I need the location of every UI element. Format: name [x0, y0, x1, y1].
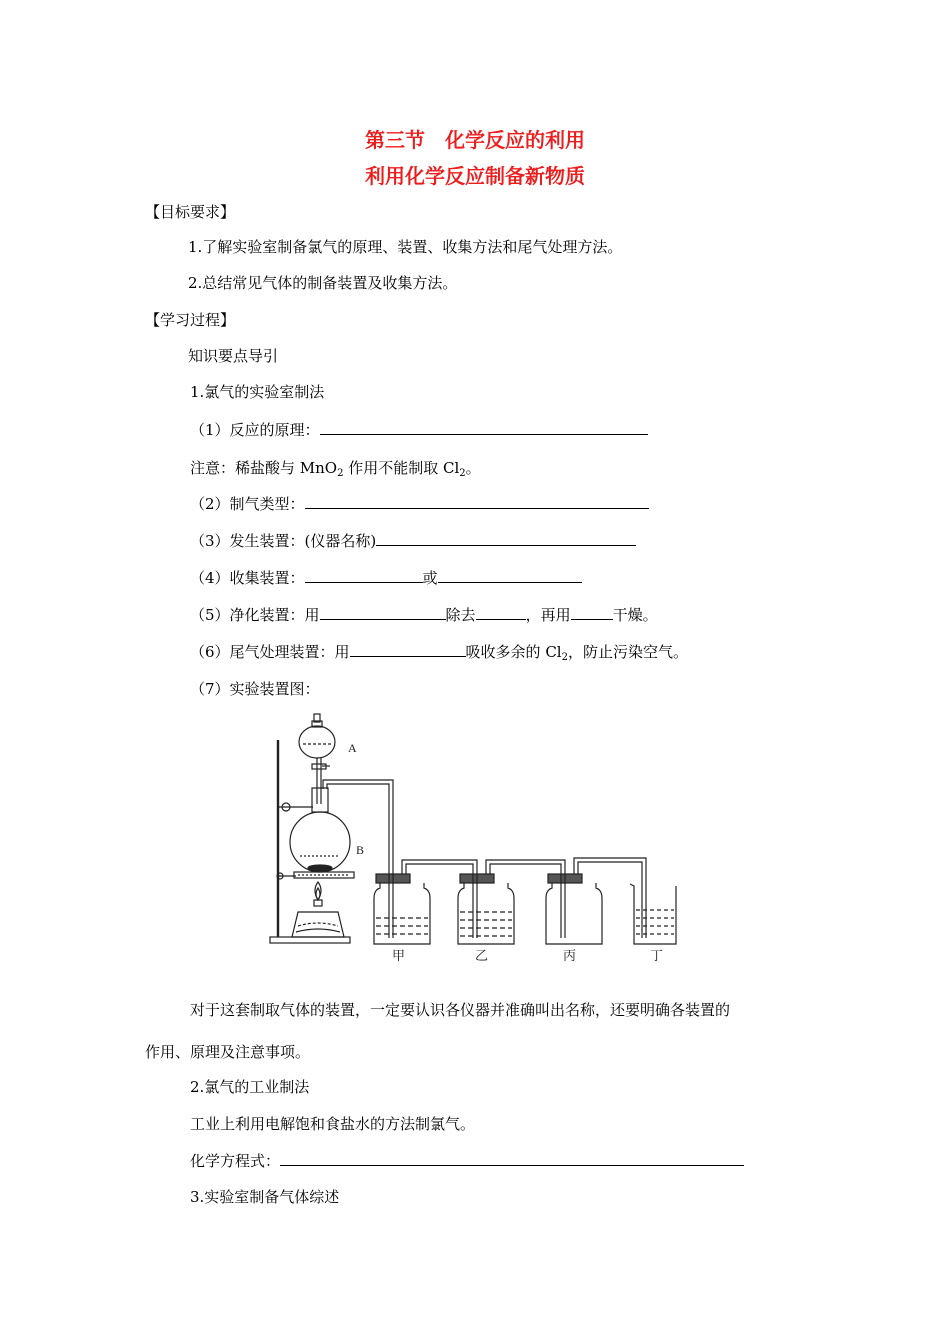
exhaust-tube — [574, 858, 646, 938]
question-5-text: 干燥。 — [612, 606, 658, 624]
alcohol-lamp — [292, 912, 344, 937]
subscript: 2 — [337, 468, 344, 479]
label-b: B — [356, 843, 365, 857]
question-5-label: （5）净化装置：用 — [190, 606, 320, 624]
label-bottle-2: 乙 — [475, 949, 489, 964]
question-7: （7）实验装置图： — [190, 680, 320, 698]
answer-blank[interactable] — [305, 494, 649, 509]
answer-blank[interactable] — [350, 642, 466, 657]
answer-blank[interactable] — [438, 568, 582, 583]
question-2 — [190, 494, 649, 514]
label-bottle-1: 甲 — [392, 949, 406, 964]
collecting-bottle — [546, 874, 602, 944]
separatory-funnel — [299, 726, 335, 758]
question-2-label: （2）制气类型： — [190, 495, 305, 513]
goals-heading: 【目标要求】 — [145, 203, 236, 221]
label-bottle-3: 丙 — [563, 949, 577, 964]
answer-blank[interactable] — [476, 605, 526, 620]
process-heading: 【学习过程】 — [145, 311, 236, 329]
answer-blank[interactable] — [280, 1151, 744, 1166]
note-text: 注意：稀盐酸与 MnO — [190, 459, 338, 477]
note-text: 。 — [465, 459, 481, 477]
stand-base — [270, 937, 350, 943]
wash-bottle-2 — [458, 874, 514, 944]
question-4-label: （4）收集装置： — [190, 569, 305, 587]
label-a: A — [348, 741, 357, 755]
question-4-or: 或 — [422, 569, 438, 587]
question-1 — [190, 420, 648, 440]
question-6 — [190, 642, 688, 662]
question-6-label: （6）尾气处理装置：用 — [190, 643, 350, 661]
question-5 — [190, 605, 658, 625]
question-1-label: （1）反应的原理： — [190, 421, 320, 439]
answer-blank[interactable] — [571, 605, 613, 620]
lesson-title: 利用化学反应制备新物质 — [365, 164, 585, 188]
question-5-text: 除去 — [445, 606, 476, 624]
guide-label: 知识要点导引 — [188, 347, 279, 365]
section-2-heading: 2.氯气的工业制法 — [190, 1078, 310, 1096]
flask-neck — [312, 788, 328, 812]
subscript: 2 — [561, 652, 568, 663]
question-5-text: ，再用 — [525, 606, 571, 624]
paragraph-line-2: 作用、原理及注意事项。 — [145, 1043, 311, 1061]
round-bottom-flask — [290, 812, 350, 872]
subscript: 2 — [459, 468, 466, 479]
section-3-heading: 3.实验室制备气体综述 — [190, 1188, 340, 1206]
connecting-tube — [402, 860, 477, 874]
goal-item-2: 2.总结常见气体的制备装置及收集方法。 — [188, 274, 458, 292]
goal-item-1: 1.了解实验室制备氯气的原理、装置、收集方法和尾气处理方法。 — [188, 238, 623, 256]
section-title: 第三节 化学反应的利用 — [365, 128, 585, 152]
question-6-text: ，防止污染空气。 — [567, 643, 688, 661]
section-1-heading: 1.氯气的实验室制法 — [190, 383, 325, 401]
connecting-tube — [486, 860, 565, 874]
industry-text: 工业上利用电解饱和食盐水的方法制氯气。 — [190, 1115, 476, 1133]
paragraph-line-1: 对于这套制取气体的装置，一定要认识各仪器并准确叫出名称，还要明确各装置的 — [190, 1001, 731, 1019]
question-3-label: （3）发生装置：(仪器名称) — [190, 532, 377, 550]
question-3 — [190, 531, 636, 551]
equation-label: 化学方程式： — [190, 1152, 281, 1170]
equation-line — [190, 1151, 744, 1171]
answer-blank[interactable] — [320, 420, 648, 435]
beaker — [630, 884, 676, 944]
answer-blank[interactable] — [305, 568, 423, 583]
label-beaker: 丁 — [650, 949, 664, 964]
wash-bottle-1 — [374, 874, 430, 944]
note-text: 作用不能制取 Cl — [343, 459, 460, 477]
question-6-text: 吸收多余的 Cl — [465, 643, 562, 661]
delivery-tube — [323, 780, 393, 874]
answer-blank[interactable] — [320, 605, 446, 620]
note-line — [190, 458, 481, 478]
answer-blank[interactable] — [376, 531, 636, 546]
apparatus-diagram — [268, 712, 688, 970]
question-4 — [190, 568, 582, 588]
